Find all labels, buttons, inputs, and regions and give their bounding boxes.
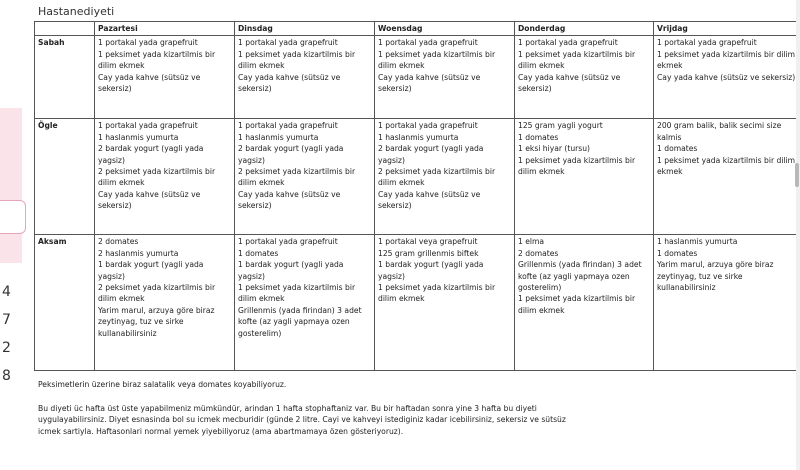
table-header-row — [35, 22, 800, 36]
notes-section — [38, 379, 578, 449]
line-number: 2 — [2, 340, 11, 356]
table-row — [35, 119, 800, 235]
table-cell: 1 portakal yada grapefruit 1 domates 1 bardak yogurt (yagli yada yagsiz) 1 peksimet yada kizartilmis bir dilim ekmek Grillenmis (yada firindan) 3 adet kofte (az yagli yapmaya ozen gosterelim) — [235, 235, 375, 371]
table-cell: 1 portakal yada grapefruit 1 peksimet yada kizartilmis bir dilim ekmek Cay yada kahve (sütsüz ve sekersiz) — [235, 36, 375, 119]
row-label: Ögle — [35, 119, 95, 235]
document-page — [28, 0, 796, 470]
row-label: Aksam — [35, 235, 95, 371]
table-cell: 1 haslanmis yumurta 1 domates Yarim marul, arzuya göre biraz zeytinyag, tuz ve sirke kullanabilirsiniz — [654, 235, 800, 371]
header-cell — [35, 22, 95, 36]
scrollbar[interactable] — [796, 0, 800, 470]
table-cell: 125 gram yagli yogurt 1 domates 1 eksi hiyar (tursu) 1 peksimet yada kizartilmis bir dilim ekmek — [515, 119, 654, 235]
header-cell: Pazartesi — [95, 22, 235, 36]
note-paragraph: Peksimetlerin üzerine biraz salatalik veya domates koyabiliyoruz. — [38, 380, 287, 389]
table-cell: 200 gram balik, balik secimi size kalmis 1 domates 1 peksimet yada kizartilmis bir dilim ekmek — [654, 119, 800, 235]
table-cell: 1 portakal yada grapefruit 1 haslanmis yumurta 2 bardak yogurt (yagli yada yagsiz) 2 peksimet yada kizartilmis bir dilim ekmek Cay yada kahve (sütsüz ve sekersiz) — [235, 119, 375, 235]
note-paragraph: Bu diyeti üc hafta üst üste yapabilmeniz mümkündür, arindan 1 hafta stophaftaniz var. Bu bir haftadan sonra yine 3 hafta bu diyeti uygulayabilirsiniz. Diyet esnasinda bol su icmek mecburidir (günde 2 litre. Cayi ve kahveyi istediginiz kadar icebilirsiniz, sekersiz ve sütsüz icmek sartiyla. Haftasonlari normal yemek yiyebiliyoruz (ama abartmamaya özen gösteriyoruz). — [38, 403, 566, 436]
table-cell: 1 portakal yada grapefruit 1 haslanmis yumurta 2 bardak yogurt (yagli yada yagsiz) 2 peksimet yada kizartilmis bir dilim ekmek Cay yada kahve (sütsüz ve sekersiz) — [375, 119, 515, 235]
scrollbar-thumb[interactable] — [795, 163, 799, 187]
header-cell: Dinsdag — [235, 22, 375, 36]
header-cell: Woensdag — [375, 22, 515, 36]
table-cell: 1 portakal yada grapefruit 1 peksimet yada kizartilmis bir dilim ekmek Cay yada kahve (sütsüz ve sekersiz) — [654, 36, 800, 119]
table-row — [35, 36, 800, 119]
diet-table — [34, 21, 800, 371]
table-cell: 1 portakal veya grapefruit 125 gram grillenmis biftek 1 bardak yogurt (yagli yada yagsiz) 1 peksimet yada kizartilmis bir dilim ekmek — [375, 235, 515, 371]
table-cell: 2 domates 2 haslanmis yumurta 1 bardak yogurt (yagli yada yagsiz) 2 peksimet yada kizartilmis bir dilim ekmek Yarim marul, arzuya göre biraz zeytinyag, tuz ve sirke kullanabilirsiniz — [95, 235, 235, 371]
side-tab[interactable] — [0, 200, 26, 234]
line-number: 7 — [2, 312, 11, 328]
table-cell: 1 portakal yada grapefruit 1 peksimet yada kizartilmis bir dilim ekmek Cay yada kahve (sütsüz ve sekersiz) — [515, 36, 654, 119]
line-numbers — [0, 282, 18, 394]
document-title: Hastanediyeti — [38, 5, 115, 18]
header-cell: Vrijdag — [654, 22, 800, 36]
left-panel — [0, 0, 26, 470]
header-cell: Donderdag — [515, 22, 654, 36]
row-label: Sabah — [35, 36, 95, 119]
table-cell: 1 elma 2 domates Grillenmis (yada firindan) 3 adet kofte (az yagli yapmaya ozen gosterelim) 1 peksimet yada kizartilmis bir dilim ekmek — [515, 235, 654, 371]
table-cell: 1 portakal yada grapefruit 1 peksimet yada kizartilmis bir dilim ekmek Cay yada kahve (sütsüz ve sekersiz) — [375, 36, 515, 119]
table-cell: 1 portakal yada grapefruit 1 haslanmis yumurta 2 bardak yogurt (yagli yada yagsiz) 2 peksimet yada kizartilmis bir dilim ekmek Cay yada kahve (sütsüz ve sekersiz) — [95, 119, 235, 235]
table-cell: 1 portakal yada grapefruit 1 peksimet yada kizartilmis bir dilim ekmek Cay yada kahve (sütsüz ve sekersiz) — [95, 36, 235, 119]
pink-side-band — [0, 108, 22, 263]
table-row — [35, 235, 800, 371]
line-number: 8 — [2, 368, 11, 384]
line-number: 4 — [2, 284, 11, 300]
